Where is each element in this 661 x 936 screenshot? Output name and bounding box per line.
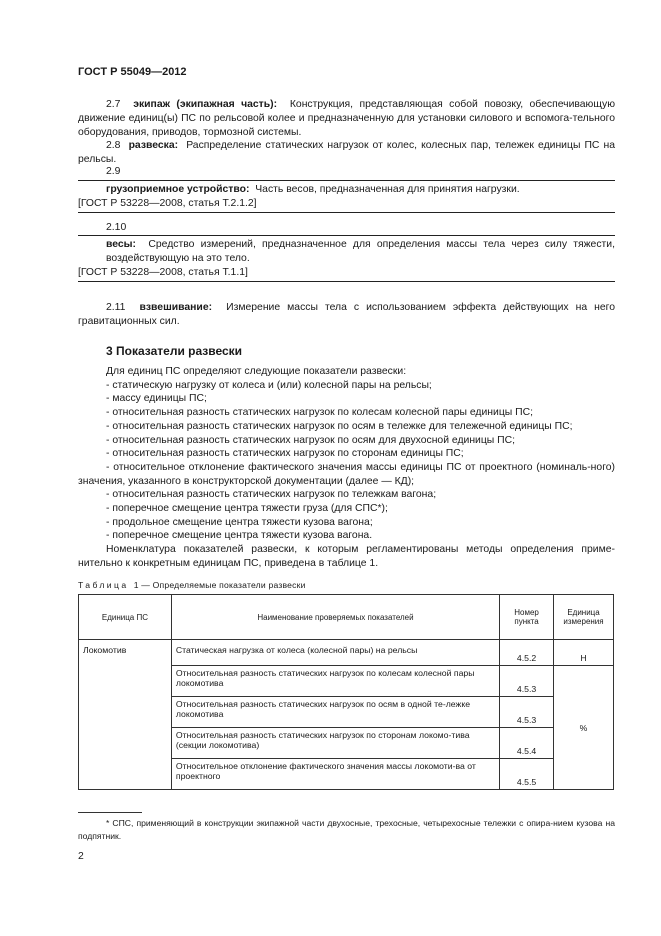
list-item: - относительная разность статических нагрузок по колесам колесной пары единицы ПС; <box>106 407 533 419</box>
unit-cell: Локомотив <box>79 640 172 790</box>
clause-cell: 4.5.2 <box>500 640 554 666</box>
list-item: - поперечное смещение центра тяжести груза (для СПС*); <box>106 503 388 515</box>
closing-paragraph: Номенклатура показателей развески, к которым регламентированы методы определения приме-нительно к конкретным единицам ПС, приведена в таблице 1. <box>78 544 615 569</box>
footnote-divider <box>78 812 142 813</box>
footnote-text: * СПС, применяющий в конструкции экипажной части двухосные, трехосные, четырехосные тележки с опира-нием кузова на подпятник. <box>78 818 615 841</box>
section-heading: 3 Показатели развески <box>106 344 243 358</box>
table-header-row <box>79 595 614 640</box>
clause-cell: 4.5.3 <box>500 697 554 728</box>
clause-number-2-10: 2.10 <box>106 222 127 233</box>
list-item: - относительная разность статических нагрузок по сторонам единицы ПС; <box>106 448 464 460</box>
document-header: ГОСТ Р 55049—2012 <box>78 66 187 78</box>
header-clause: Номер пункта <box>500 595 554 640</box>
term: весы: <box>106 239 137 250</box>
list-item: - относительная разность статических нагрузок по осям в тележке для тележечной единицы ПС; <box>106 420 573 432</box>
indicator-name: Относительное отклонение фактического значения массы локомоти-ва от проектного <box>171 759 499 790</box>
header-measure: Единица измерения <box>554 595 614 640</box>
indicator-name: Относительная разность статических нагрузок по сторонам локомо-тива (секции локомотива) <box>171 728 499 759</box>
indicator-name: Относительная разность статических нагрузок по колесам колесной пары локомотива <box>171 666 499 697</box>
footnote <box>78 817 615 842</box>
page-number: 2 <box>78 851 84 862</box>
indicator-list <box>78 365 615 571</box>
caption-text: 1 — Определяемые показатели развески <box>133 580 306 590</box>
list-item: - массу единицы ПС; <box>106 393 207 405</box>
term: взвешивание: <box>139 302 213 313</box>
clause-number-2-9: 2.9 <box>106 166 121 177</box>
list-item: - относительная разность статических нагрузок по тележкам вагона; <box>106 489 437 501</box>
definition-box-2-9 <box>78 180 615 213</box>
header-unit: Единица ПС <box>79 595 172 640</box>
list-intro: Для единиц ПС определяют следующие показатели развески: <box>106 366 407 377</box>
list-item: - относительная разность статических нагрузок по осям для двухосной единицы ПС; <box>106 434 516 446</box>
table-caption <box>78 580 306 590</box>
clause-cell: 4.5.5 <box>500 759 554 790</box>
header-name: Наименование проверяемых показателей <box>171 595 499 640</box>
table-row <box>79 640 614 666</box>
clause-cell: 4.5.4 <box>500 728 554 759</box>
term: развеска: <box>128 140 179 151</box>
definition-box-2-10 <box>78 235 615 282</box>
source-reference: [ГОСТ Р 53228—2008, статья Т.1.1] <box>78 267 248 278</box>
indicators-table <box>78 594 614 790</box>
list-item: - поперечное смещение центра тяжести кузова вагона. <box>106 530 373 542</box>
definition-text: Средство измерений, предназначенное для определения массы тела через силу тяжести, воздействующую на это тело. <box>106 239 615 264</box>
indicator-name: Относительная разность статических нагрузок по осям в одной те-лежке локомотива <box>171 697 499 728</box>
definition-text: Измерение массы тела с использованием эффекта действующих на него гравитационных сил. <box>78 302 615 327</box>
term: грузоприемное устройство: <box>106 184 250 195</box>
list-item: - относительное отклонение фактического значения массы единицы ПС от проектного (номиналь-ного) значения, указанного в конструкторской документации (далее — КД); <box>78 461 615 487</box>
clause-number: 2.7 <box>106 99 121 110</box>
caption-prefix: Таблица <box>78 580 129 590</box>
clause-number: 2.8 <box>106 140 121 151</box>
term: экипаж (экипажная часть): <box>133 99 278 110</box>
clause-number: 2.11 <box>106 302 126 313</box>
definition-2-11 <box>78 301 615 329</box>
measure-cell: Н <box>554 640 614 666</box>
definition-text: Распределение статических нагрузок от колес, колесных пар, тележек единицы ПС на рельсы. <box>78 140 615 165</box>
source-reference: [ГОСТ Р 53228—2008, статья Т.2.1.2] <box>78 198 257 209</box>
definition-text: Часть весов, предназначенная для принятия нагрузки. <box>255 184 520 195</box>
list-item: - продольное смещение центра тяжести кузова вагона; <box>106 516 373 528</box>
list-item: - статическую нагрузку от колеса и (или) колесной пары на рельсы; <box>106 379 432 391</box>
definition-text: Конструкция, представляющая собой повозку, обеспечивающую движение единиц(ы) ПС по рельсовой колее и предназначенную для установки силового и вспомога-тельного оборудования, приводов, тормозной системы. <box>78 99 616 138</box>
definition-2-8 <box>78 139 615 167</box>
measure-cell: % <box>554 666 614 790</box>
clause-cell: 4.5.3 <box>500 666 554 697</box>
indicator-name: Статическая нагрузка от колеса (колесной пары) на рельсы <box>171 640 499 666</box>
definition-2-7 <box>78 98 615 140</box>
